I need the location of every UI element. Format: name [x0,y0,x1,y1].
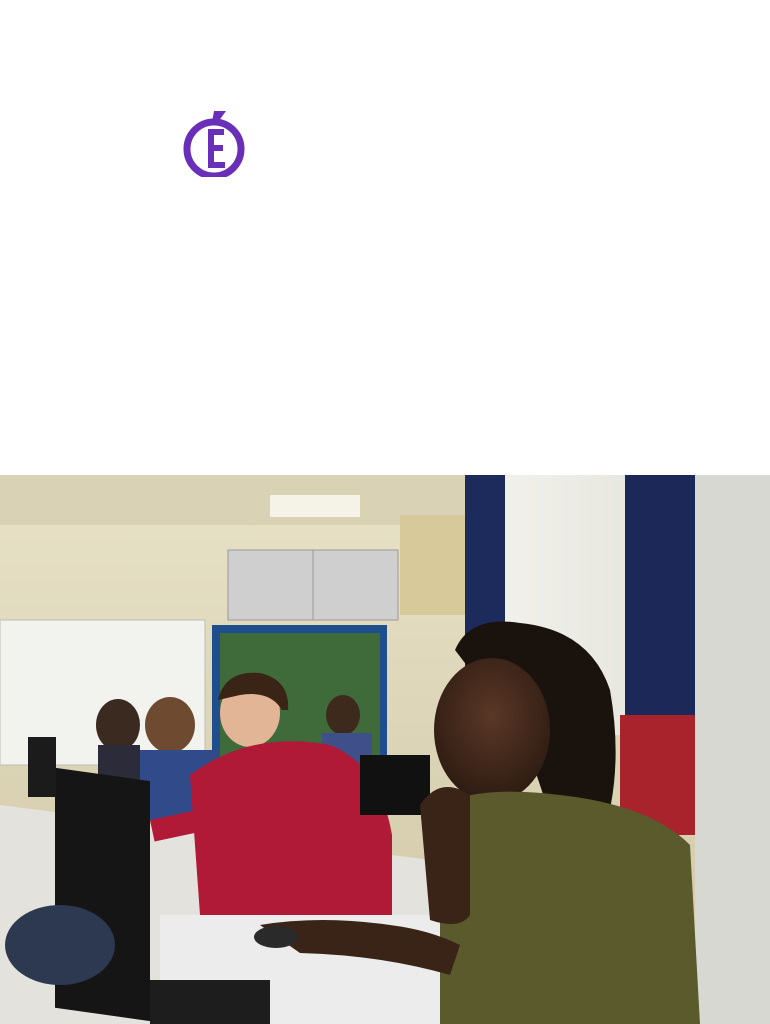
classroom-photo [0,475,770,1024]
logo-e-circle-icon [180,107,250,177]
organisation-block [40,186,250,194]
classroom-photo-illustration [0,475,770,1024]
decorative-dot-pattern [0,0,770,160]
